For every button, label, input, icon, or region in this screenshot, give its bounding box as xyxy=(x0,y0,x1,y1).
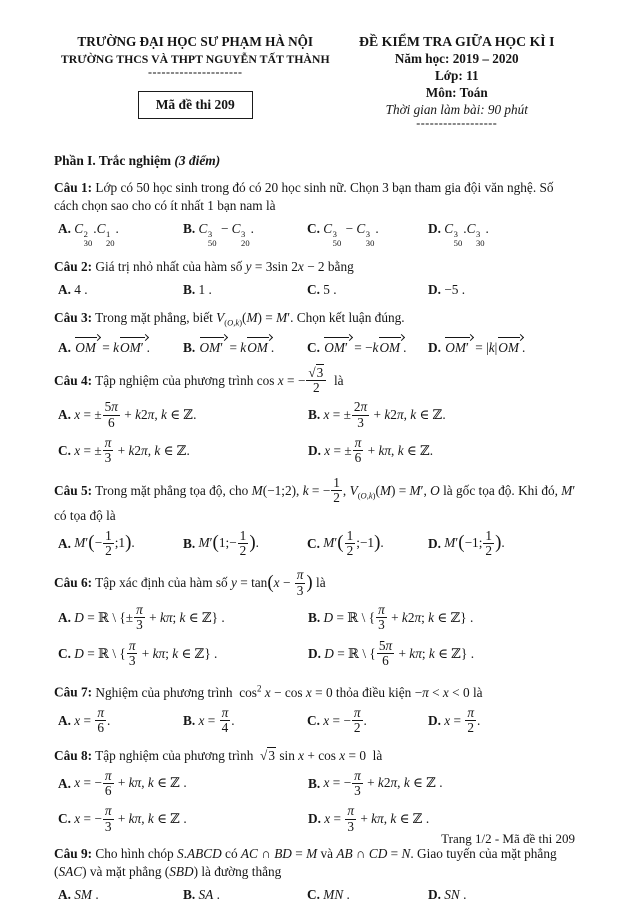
question-text: Nghiệm của phương trình $\cos^2 x - \cos x = 0$ thỏa điều kiện −π < x < 0 là xyxy=(95,683,483,700)
option-value: x = ± $\frac{\pi}{3}$ + k2π, k ∈ ℤ. xyxy=(74,435,190,466)
option-letter: A. xyxy=(58,407,71,423)
question-2-option-D xyxy=(428,281,577,299)
part-label: Phần I. Trắc nghiệm xyxy=(54,153,172,168)
option-value: D = ℝ \ { $\frac{\pi}{3}$ + k2π; k ∈ ℤ} . xyxy=(323,602,474,633)
option-value: x = ± $\frac{2\pi}{3}$ + k2π, k ∈ ℤ. xyxy=(323,399,446,430)
option-letter: D. xyxy=(428,282,441,298)
question-1-option-D xyxy=(428,220,577,248)
question-stem xyxy=(54,474,577,525)
option-value: M′(1;− $\frac{1}{2}$ ). xyxy=(198,527,259,558)
question-2-option-C xyxy=(307,281,428,299)
subject-line: Môn: Toán xyxy=(425,85,488,100)
question-3-option-C xyxy=(307,337,428,357)
option-value: SA . xyxy=(198,887,220,903)
option-letter: B. xyxy=(308,775,321,791)
option-letter: D. xyxy=(428,712,441,728)
question-4 xyxy=(54,364,577,467)
question-4-option-A xyxy=(58,401,308,431)
option-letter: C. xyxy=(307,887,320,903)
option-letter: A. xyxy=(58,535,71,551)
header xyxy=(54,34,577,129)
option-value: M′( $\frac{1}{2}$ ;−1). xyxy=(323,527,384,558)
question-1-option-A xyxy=(58,220,183,248)
option-letter: C. xyxy=(58,443,71,459)
question-text: Giá trị nhỏ nhất của hàm số y = 3sin 2x − 2 bằng xyxy=(95,259,354,275)
option-letter: A. xyxy=(58,221,71,236)
option-letter: B. xyxy=(183,339,196,355)
question-options xyxy=(54,337,577,357)
question-9-option-B xyxy=(183,886,307,904)
question-label: Câu 7: xyxy=(54,684,93,700)
question-label: Câu 8: xyxy=(54,747,93,763)
option-value: D = ℝ \ { $\frac{\pi}{3}$ + kπ; k ∈ ℤ} . xyxy=(74,637,218,669)
question-5-option-B xyxy=(183,527,307,560)
question-2 xyxy=(54,258,577,299)
question-8-option-A xyxy=(58,767,308,800)
question-text: Lớp có 50 học sinh trong đó có 20 học sinh nữ. Chọn 3 bạn tham gia đội văn nghệ. Số cách chọn sao cho có ít nhất 1 bạn nam là xyxy=(54,180,554,213)
question-stem xyxy=(54,309,577,332)
question-label: Câu 6: xyxy=(54,575,93,591)
question-text: Cho hình chóp S.ABCD có AC ∩ BD = M và AB ∩ CD = N. Giao tuyến của mặt phẳng (SAC) và mặt phẳng (SBD) là đường thẳng xyxy=(54,846,557,880)
option-letter: C. xyxy=(58,645,71,661)
school-block xyxy=(54,34,337,119)
option-letter: B. xyxy=(183,887,196,903)
option-value: x = − $\frac{\pi}{2}$ . xyxy=(323,704,367,736)
right-divider-dashes: ------------------ xyxy=(416,116,498,130)
question-label: Câu 2: xyxy=(54,259,93,275)
question-2-option-B xyxy=(183,281,307,299)
question-options xyxy=(54,220,577,248)
option-value: M′(− $\frac{1}{2}$ ;1). xyxy=(74,527,135,558)
option-value: C 2 30 .C 1 20 . xyxy=(74,221,119,249)
question-options xyxy=(54,401,577,466)
option-value: x = $\frac{\pi}{3}$ + kπ, k ∈ ℤ . xyxy=(324,803,430,834)
option-letter: C. xyxy=(58,811,71,827)
question-4-option-D xyxy=(308,437,577,467)
option-value: 4 . xyxy=(70,282,88,298)
option-letter: C. xyxy=(307,535,320,551)
option-value: x = ± $\frac{5\pi}{6}$ + k2π, k ∈ ℤ. xyxy=(74,399,197,430)
university-name: TRƯỜNG ĐẠI HỌC SƯ PHẠM HÀ NỘI xyxy=(77,34,314,49)
question-8 xyxy=(54,747,577,835)
exam-code-row xyxy=(54,78,337,119)
question-options xyxy=(54,767,577,835)
question-5-option-C xyxy=(307,527,428,560)
question-label: Câu 4: xyxy=(54,372,93,388)
part-points: (3 điểm) xyxy=(174,153,221,168)
exam-title: ĐỀ KIỂM TRA GIỮA HỌC KÌ I xyxy=(359,34,555,49)
option-letter: B. xyxy=(183,535,196,551)
exam-code-box: Mã đề thi 209 xyxy=(138,91,253,119)
question-9-option-D xyxy=(428,886,577,904)
question-3-option-B xyxy=(183,337,307,357)
option-letter: A. xyxy=(58,712,71,728)
option-value: x = $\frac{\pi}{4}$ . xyxy=(198,704,235,736)
question-7-option-D xyxy=(428,704,577,737)
option-value: SM . xyxy=(74,887,99,903)
questions-list xyxy=(54,179,577,904)
option-value: OM′ = kOM . xyxy=(195,340,274,355)
option-letter: D. xyxy=(428,339,441,355)
question-6-option-C xyxy=(58,637,308,670)
question-9 xyxy=(54,845,577,904)
question-7-option-A xyxy=(58,704,183,737)
question-4-option-C xyxy=(58,437,308,467)
question-stem xyxy=(54,364,577,397)
duration-line: Thời gian làm bài: 90 phút xyxy=(385,102,528,117)
question-5-option-D xyxy=(428,527,577,560)
option-letter: D. xyxy=(308,443,321,459)
question-label: Câu 1: xyxy=(54,180,93,195)
option-value: x = $\frac{\pi}{6}$ . xyxy=(74,704,111,736)
question-stem xyxy=(54,258,577,276)
question-5-option-A xyxy=(58,527,183,560)
question-7 xyxy=(54,679,577,736)
option-value: x = − $\frac{\pi}{3}$ + kπ, k ∈ ℤ . xyxy=(74,803,187,834)
question-options xyxy=(54,886,577,904)
question-stem xyxy=(54,179,577,215)
option-letter: D. xyxy=(308,811,321,827)
option-letter: D. xyxy=(428,887,441,903)
option-letter: D. xyxy=(308,645,321,661)
option-value: x = ± $\frac{\pi}{6}$ + kπ, k ∈ ℤ. xyxy=(324,435,434,466)
option-letter: C. xyxy=(307,712,320,728)
question-1 xyxy=(54,179,577,248)
question-text: Tập nghiệm của phương trình cos x = − $\frac{√3}{2}$ là xyxy=(95,364,344,396)
section-title xyxy=(54,153,577,169)
question-4-option-B xyxy=(308,401,577,431)
question-8-option-B xyxy=(308,767,577,800)
option-value: M′(−1; $\frac{1}{2}$ ). xyxy=(444,527,505,558)
option-letter: C. xyxy=(307,221,320,236)
question-stem xyxy=(54,747,577,765)
question-stem xyxy=(54,845,577,881)
question-6-option-B xyxy=(308,604,577,634)
option-letter: D. xyxy=(428,535,441,551)
question-text: Trong mặt phẳng tọa độ, cho M(−1;2), k = − $\frac{1}{2}$ , $V_{(O,k)}(M) = M'$, O là gốc tọa độ. Khi đó, M′ có tọa độ là xyxy=(54,474,576,523)
question-options xyxy=(54,527,577,560)
option-letter: B. xyxy=(183,221,196,236)
grade-line: Lớp: 11 xyxy=(434,68,479,83)
question-7-option-B xyxy=(183,704,307,737)
option-value: OM′ = |k|OM . xyxy=(441,340,525,355)
school-name: TRƯỜNG THCS VÀ THPT NGUYỄN TẤT THÀNH xyxy=(60,52,330,66)
option-value: C 3 50 − C 3 20 . xyxy=(198,221,254,249)
question-6-option-D xyxy=(308,637,577,670)
option-value: 1 . xyxy=(195,282,212,298)
option-value: x = − $\frac{\pi}{3}$ + k2π, k ∈ ℤ . xyxy=(323,767,443,798)
question-3-option-A xyxy=(58,337,183,357)
option-letter: B. xyxy=(183,282,196,298)
option-value: 5 . xyxy=(319,282,337,298)
question-3 xyxy=(54,309,577,357)
option-value: OM′ = −kOM . xyxy=(320,340,407,355)
option-value: SN . xyxy=(444,887,467,903)
left-divider-dashes: --------------------- xyxy=(148,65,243,79)
school-year: Năm học: 2019 – 2020 xyxy=(394,51,519,66)
question-label: Câu 3: xyxy=(54,310,93,326)
question-6 xyxy=(54,569,577,669)
option-letter: A. xyxy=(58,609,71,625)
question-text: Trong mặt phẳng, biết $V_{(O,k)}(M) = M'$. Chọn kết luận đúng. xyxy=(95,310,405,328)
option-value: x = − $\frac{\pi}{6}$ + kπ, k ∈ ℤ . xyxy=(74,767,187,798)
question-stem xyxy=(54,569,577,599)
option-letter: B. xyxy=(183,712,196,728)
option-letter: A. xyxy=(58,339,71,355)
question-label: Câu 9: xyxy=(54,846,93,862)
question-6-option-A xyxy=(58,604,308,634)
question-text: Tập nghiệm của phương trình √3 sin x + cos x = 0 là xyxy=(95,747,383,763)
option-letter: A. xyxy=(58,775,71,791)
option-letter: A. xyxy=(58,887,71,903)
question-1-option-B xyxy=(183,220,307,248)
option-value: C 3 50 .C 3 30 . xyxy=(444,221,489,249)
question-options xyxy=(54,604,577,669)
question-options xyxy=(54,281,577,299)
question-9-option-C xyxy=(307,886,428,904)
question-5 xyxy=(54,474,577,559)
question-2-option-A xyxy=(58,281,183,299)
question-text: Tập xác định của hàm số y = tan(x − $\frac{\pi}{3}$ ) là xyxy=(95,567,326,598)
question-9-option-A xyxy=(58,886,183,904)
question-7-option-C xyxy=(307,704,428,737)
question-8-option-C xyxy=(58,805,308,835)
option-value: D = ℝ \ { $\frac{5\pi}{6}$ + kπ; k ∈ ℤ} . xyxy=(324,637,475,669)
option-letter: D. xyxy=(428,221,441,236)
option-letter: B. xyxy=(308,407,321,423)
question-stem xyxy=(54,679,577,701)
option-letter: A. xyxy=(58,282,71,298)
question-1-option-C xyxy=(307,220,428,248)
option-value: OM = kOM′ . xyxy=(71,340,150,355)
question-options xyxy=(54,704,577,737)
question-3-option-D xyxy=(428,337,577,357)
option-letter: C. xyxy=(307,282,320,298)
exam-info-block xyxy=(337,34,578,129)
question-label: Câu 5: xyxy=(54,482,93,498)
option-value: C 3 50 − C 3 30 . xyxy=(323,221,379,249)
option-value: x = $\frac{\pi}{2}$ . xyxy=(444,704,481,736)
page-footer: Trang 1/2 - Mã đề thi 209 xyxy=(441,831,575,846)
option-value: D = ℝ \ {± $\frac{\pi}{3}$ + kπ; k ∈ ℤ} . xyxy=(74,602,225,633)
option-value: −5 . xyxy=(440,282,466,298)
option-letter: C. xyxy=(307,339,320,355)
option-letter: B. xyxy=(308,609,321,625)
option-value: MN . xyxy=(323,887,350,903)
